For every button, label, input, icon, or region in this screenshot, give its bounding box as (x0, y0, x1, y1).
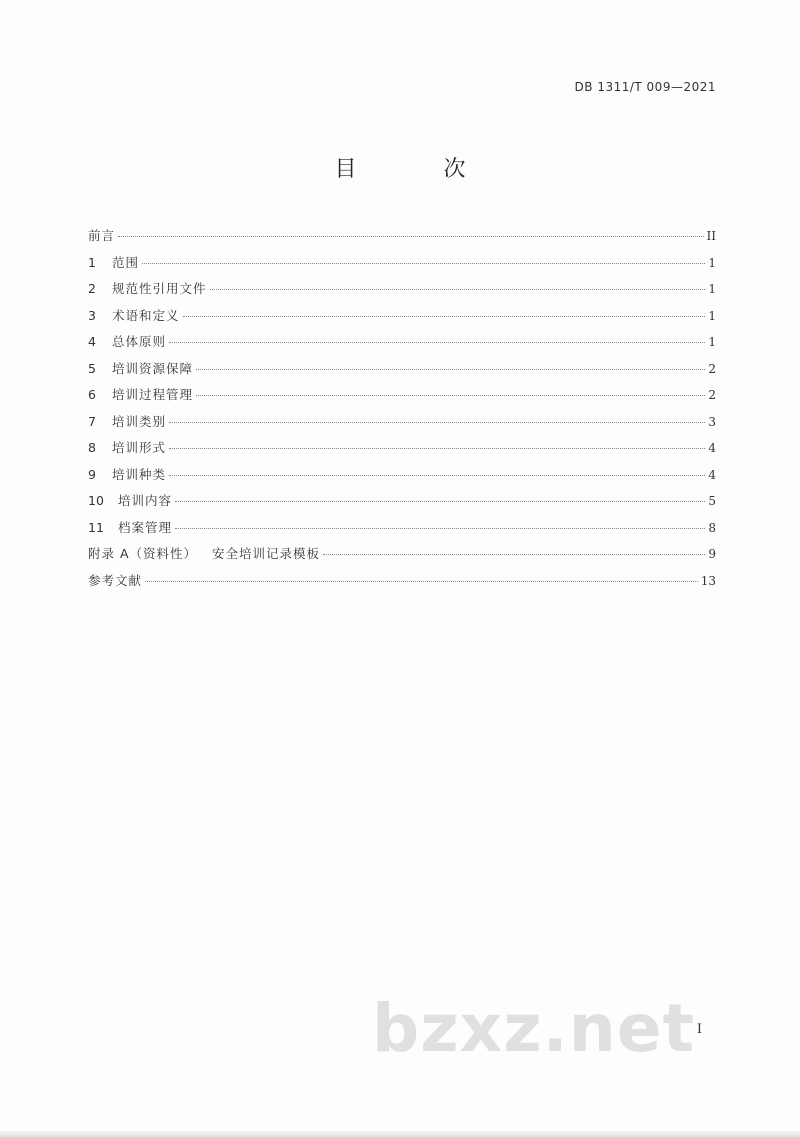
toc-leader-dots (175, 501, 705, 502)
toc-entry-page: 5 (708, 494, 716, 508)
toc-entry-number: 2 (88, 281, 96, 296)
toc-leader-dots (196, 369, 705, 370)
toc-entry-7[interactable] (88, 412, 716, 439)
toc-entry-9[interactable] (88, 465, 716, 492)
toc-entry-5[interactable] (88, 359, 716, 386)
toc-entry-page: 4 (708, 441, 716, 455)
toc-leader-dots (169, 342, 705, 343)
toc-entry-label: 培训内容 (118, 493, 173, 508)
toc-entry-label: 参考文献 (88, 572, 143, 588)
toc-entry-page: II (706, 229, 716, 243)
standard-code: DB 1311/T 009—2021 (574, 80, 716, 94)
toc-leader-dots (118, 236, 704, 237)
toc-entry-2[interactable] (88, 279, 716, 306)
toc-entry-number: 10 (88, 493, 104, 508)
toc-entry-number: 6 (88, 387, 96, 402)
toc-entry-8[interactable] (88, 438, 716, 465)
toc-entry-label: 总体原则 (112, 334, 167, 349)
toc-entry-number: 8 (88, 440, 96, 455)
toc-entry-number: 9 (88, 466, 96, 482)
toc-leader-dots (169, 475, 705, 476)
toc-entry-11[interactable] (88, 518, 716, 545)
toc-entry-10[interactable] (88, 491, 716, 518)
toc-entry-6[interactable] (88, 385, 716, 412)
toc-leader-dots (142, 263, 705, 264)
page-number: I (696, 1022, 702, 1037)
toc-entry-4[interactable] (88, 332, 716, 359)
toc-entry-number: 4 (88, 334, 96, 349)
toc-entry-number: 3 (88, 307, 96, 323)
toc-leader-dots (210, 289, 705, 290)
toc-leader-dots (183, 316, 705, 317)
toc-entry-appendix-a[interactable] (88, 544, 716, 571)
toc-leader-dots (145, 581, 698, 582)
toc-entry-page: 9 (708, 547, 716, 561)
toc-entry-page: 13 (700, 573, 716, 588)
toc-entry-page: 2 (708, 388, 716, 402)
toc-entry-page: 8 (708, 520, 716, 535)
toc-entry-number: 1 (88, 254, 96, 270)
toc-entry-label: 前言 (88, 228, 116, 243)
toc-entry-number: 11 (88, 519, 104, 535)
toc-entry-page: 1 (708, 282, 716, 296)
toc-leader-dots (169, 422, 705, 423)
toc-leader-dots (169, 448, 705, 449)
toc-entry-label: 培训类别 (112, 413, 167, 429)
toc-entry-label: 范围 (112, 254, 140, 270)
toc-entry-page: 4 (708, 467, 716, 482)
page-bottom-edge (0, 1131, 800, 1137)
toc-entry-number: 7 (88, 413, 96, 429)
toc-title: 目 次 (334, 157, 506, 182)
watermark: bzxz.net (372, 990, 696, 1067)
toc-entry-label: 规范性引用文件 (112, 281, 207, 296)
toc-entry-label: 培训过程管理 (112, 387, 194, 402)
toc-entry-page: 1 (708, 255, 716, 270)
toc-entry-page: 2 (708, 361, 716, 376)
toc-entry-label: 附录 A（资料性） 安全培训记录模板 (88, 546, 320, 561)
toc-entry-label: 培训形式 (112, 440, 167, 455)
toc-entry-label: 档案管理 (118, 519, 173, 535)
toc-entry-3[interactable] (88, 306, 716, 333)
toc-entry-number: 5 (88, 360, 96, 376)
toc-entry-page: 1 (708, 335, 716, 349)
table-of-contents (88, 226, 716, 597)
toc-entry-foreword[interactable] (88, 226, 716, 253)
toc-entry-page: 1 (708, 308, 716, 323)
toc-leader-dots (196, 395, 705, 396)
toc-entry-1[interactable] (88, 253, 716, 280)
toc-leader-dots (175, 528, 705, 529)
toc-leader-dots (323, 554, 705, 555)
toc-entry-label: 培训资源保障 (112, 360, 194, 376)
toc-entry-label: 培训种类 (112, 466, 167, 482)
toc-entry-page: 3 (708, 414, 716, 429)
toc-entry-references[interactable] (88, 571, 716, 598)
toc-entry-label: 术语和定义 (112, 307, 180, 323)
